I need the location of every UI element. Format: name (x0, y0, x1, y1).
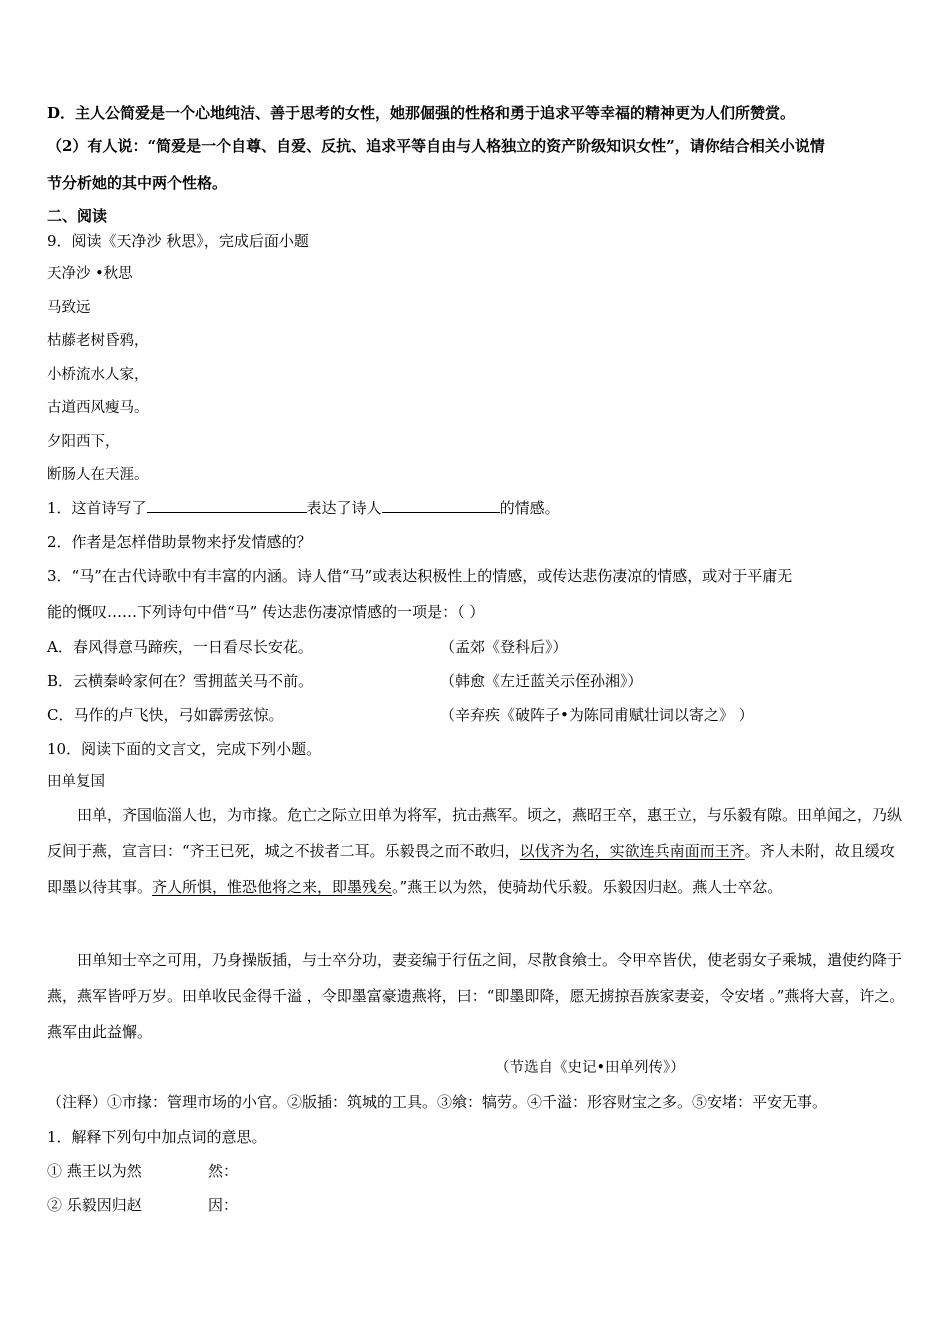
underlined-sentence-2: 齐人所惧，惟恐他将之来，即墨残矣 (152, 878, 393, 896)
poem-line: 枯藤老树昏鸦， (47, 333, 149, 349)
poem-line: 断肠人在天涯。 (47, 467, 149, 483)
passage-p1-c: 。”燕王以为然，使骑劫代乐毅。乐毅因归赵。燕人士卒忿。 (392, 878, 783, 896)
passage-paragraph-1 (47, 797, 907, 905)
q10-intro: 10．阅读下面的文言文，完成下列小题。 (47, 740, 322, 758)
q10-subquestion-1: 1．解释下列句中加点词的意思。 (47, 1128, 267, 1146)
poem-line: 夕阳西下， (47, 434, 120, 450)
option-c-source: （辛弃疾《破阵子•为陈同甫赋壮词以寄之》 ） (440, 706, 754, 724)
question-2-line2: 节分析她的其中两个性格。 (47, 174, 228, 192)
poem-line: 古道西风瘦马。 (47, 400, 149, 416)
passage-paragraph-2: 田单知士卒之可用，乃身操版插，与士卒分功，妻妾编于行伍之间，尽散食飨士。令甲卒皆伏，使老弱女子乘城，遣使约降于燕，燕军皆呼万岁。田单收民金得千溢 ，令即墨富豪遗燕将，曰：“即墨即降，愿无掳掠吾族家妻妾，令安堵 。”燕将大喜，许之。燕军由此益懈。 (47, 951, 905, 1041)
poem-line: 小桥流水人家， (47, 367, 149, 383)
q9-subquestion-2: 2．作者是怎样借助景物来抒发情感的？ (47, 533, 312, 551)
option-c: C．马作的卢飞快，弓如霹雳弦惊。 (47, 706, 284, 724)
item-2-word: 因： (208, 1196, 239, 1214)
passage-source: （节选自《史记•田单列传》） (495, 1060, 685, 1076)
option-d: D．主人公简爱是一个心地纯洁、善于思考的女性，她那倔强的性格和勇于追求平等幸福的精神更为人们所赞赏。 (47, 104, 796, 122)
q9-subquestion-3-line1: 3．“马”在古代诗歌中有丰富的内涵。诗人借“马”或表达积极性上的情感，或传达悲伤凄凉的情感，或对于平庸无 (47, 567, 793, 585)
answer-blank-2[interactable] (382, 498, 500, 513)
poem-title: 天净沙 •秋思 (47, 266, 133, 282)
passage-p1-a: 田单，齐国临淄人也，为市掾。危亡之际立田单为将军，抗击燕军。顷之，燕昭王卒，惠王立，与乐毅有隙。田单闻之，乃纵反间于燕，宣言曰：“齐王已死，城之不拔者二耳。乐毅畏之而不敢归， (47, 806, 903, 860)
q9-intro: 9．阅读《天净沙 秋思》，完成后面小题 (47, 232, 309, 250)
option-b: B．云横秦岭家何在？雪拥蓝关马不前。 (47, 672, 314, 690)
item-1-sentence: ① 燕王以为然 (47, 1162, 142, 1180)
option-b-source: （韩愈《左迁蓝关示侄孙湘》） (440, 672, 643, 690)
item-1-word: 然： (208, 1162, 239, 1180)
q9-subquestion-3-line2: 能的慨叹……下列诗句中借“马” 传达悲伤凄凉情感的一项是：（ ） (47, 603, 485, 621)
option-a-source: （孟郊《登科后》） (440, 638, 568, 656)
q9-s1-part-c: 的情感。 (499, 499, 560, 517)
q9-s1-part-a: 1．这首诗写了 (47, 499, 147, 517)
item-2-sentence: ② 乐毅因归赵 (47, 1196, 142, 1214)
q9-subquestion-1 (47, 497, 560, 519)
section-title: 二、阅读 (47, 207, 108, 225)
passage-title: 田单复国 (47, 774, 105, 790)
q9-s1-part-b: 表达了诗人 (306, 499, 382, 517)
passage-p1-b: 。齐人未附，故且缓攻即墨以待其事。 (47, 842, 895, 896)
answer-blank-1[interactable] (147, 498, 307, 513)
question-2-line1: （2）有人说：“简爱是一个自尊、自爱、反抗、追求平等自由与人格独立的资产阶级知识女性”，请你结合相关小说情 (47, 137, 825, 155)
underlined-sentence-1: 以伐齐为名，实欲连兵南面而王齐 (519, 842, 745, 860)
poem-author: 马致远 (47, 300, 91, 316)
option-a: A．春风得意马蹄疾，一日看尽长安花。 (47, 638, 313, 656)
passage-notes: （注释）①市掾：管理市场的小官。②版插：筑城的工具。③飨：犒劳。④千溢：形容财宝之多。⑤安堵：平安无事。 (47, 1093, 828, 1111)
